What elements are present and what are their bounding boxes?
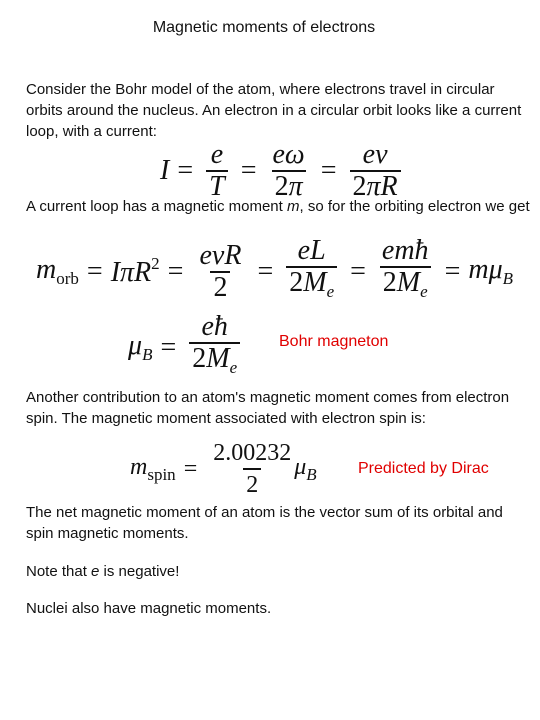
spin-g-factor: 2.00232	[213, 440, 292, 466]
paragraph-current-loop: A current loop has a magnetic moment m, so for the orbiting electron we get	[26, 198, 530, 215]
moment-variable: m	[286, 198, 300, 215]
equation-bohr-magneton: $\mu_B$ = $\frac{eħ}{2M_e}$	[128, 312, 245, 383]
equation-spin-moment: $m_{spin}$ = $\frac{2.00232}{2}$ $\mu_B$	[130, 440, 317, 498]
note-negative-charge: Note that e is negative!	[26, 563, 180, 580]
equation-current: I = $\frac{e}{T}$ = $\frac{e\omega}{2\pi}$ = $\frac{ev}{2\pi R}$	[160, 140, 406, 202]
paragraph-bohr-model: Consider the Bohr model of the atom, where electrons travel in circular orbits around the nucleus. An electron in a circular orbit looks like a current loop, with a current:	[26, 81, 522, 140]
paragraph-electron-spin: Another contribution to an atom's magnetic moment comes from electron spin. The magnetic moment associated with electron spin is:	[26, 389, 510, 427]
bohr-magneton-label: Bohr magneton	[279, 333, 389, 350]
paragraph-net-moment: The net magnetic moment of an atom is the vector sum of its orbital and spin magnetic moments.	[26, 504, 503, 542]
equation-orbital-moment: $m_{orb}$ = IπR$^2$ = $\frac{\text{evR}}{2}$ = $\frac{eL}{2M_e}$ = $\frac{\text{emħ}}{2M_e}$ = $m\mu_B$	[36, 236, 513, 307]
charge-variable: e	[91, 563, 100, 580]
page-title: Magnetic moments of electrons	[152, 19, 376, 36]
paragraph-nuclei: Nuclei also have magnetic moments.	[26, 600, 272, 617]
dirac-label: Predicted by Dirac	[358, 460, 489, 477]
